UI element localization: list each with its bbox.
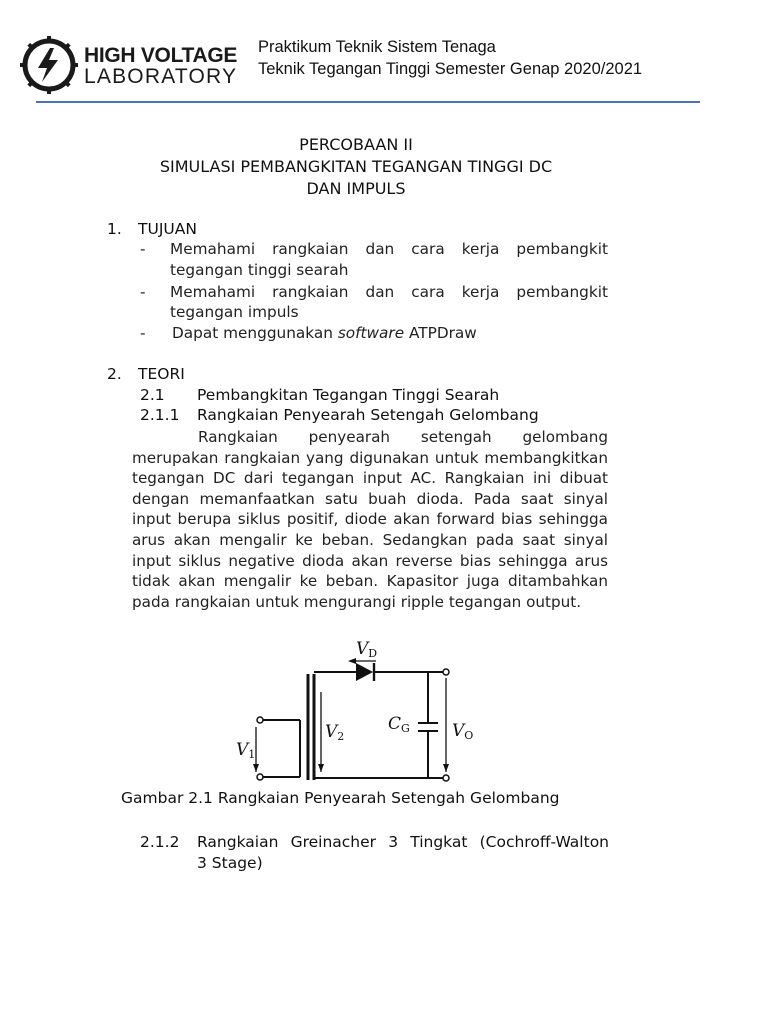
doc-title-line1: PERCOBAAN II bbox=[299, 135, 413, 154]
body-paragraph bbox=[132, 427, 608, 612]
header-course: Praktikum Teknik Sistem Tenaga bbox=[258, 38, 496, 56]
subsection-2-1-2-number: 2.1.2 bbox=[140, 833, 180, 851]
bullet-marker: - bbox=[140, 240, 146, 258]
bullet-marker: - bbox=[140, 324, 146, 342]
label-cg: CG bbox=[388, 714, 410, 735]
subsection-2-1-1-number: 2.1.1 bbox=[140, 406, 180, 424]
subsection-2-1-title: Pembangkitan Tegangan Tinggi Searah bbox=[197, 386, 500, 404]
diode-symbol bbox=[356, 663, 373, 681]
bullet-3-emphasis: software bbox=[337, 324, 405, 342]
lab-logo bbox=[20, 36, 250, 96]
doc-title-line2: SIMULASI PEMBANGKITAN TEGANGAN TINGGI DC bbox=[159, 157, 553, 176]
section2-number: 2. bbox=[107, 365, 122, 383]
doc-title-line3: DAN IMPULS bbox=[306, 179, 406, 198]
section2-heading: TEORI bbox=[138, 365, 185, 383]
bullet-2-line2: tegangan impuls bbox=[170, 303, 299, 321]
header-semester: Teknik Tegangan Tinggi Semester Genap 2020/2021 bbox=[258, 60, 643, 78]
bullet-marker: - bbox=[140, 283, 146, 301]
bullet-1-line2: tegangan tinggi searah bbox=[170, 261, 349, 279]
bullet-2-line1: Memahami rangkaian dan cara kerja pembangkit bbox=[170, 283, 608, 301]
logo-text-line1: HIGH VOLTAGE bbox=[84, 44, 238, 67]
section1-number: 1. bbox=[107, 220, 122, 238]
rectifier-circuit-diagram bbox=[228, 632, 478, 792]
subsection-2-1-2-title-line2: 3 Stage) bbox=[197, 854, 263, 872]
label-v1: V1 bbox=[236, 740, 256, 761]
bullet-3-post: ATPDraw bbox=[404, 324, 477, 342]
label-v2: V2 bbox=[325, 722, 345, 743]
subsection-2-1-2-title-line1: Rangkaian Greinacher 3 Tingkat (Cochroff-Walton bbox=[197, 833, 609, 851]
bullet-3-pre: Dapat menggunakan bbox=[172, 324, 338, 342]
bullet-1-line1: Memahami rangkaian dan cara kerja pembangkit bbox=[170, 240, 608, 258]
subsection-2-1-1-title: Rangkaian Penyearah Setengah Gelombang bbox=[197, 406, 539, 424]
header-divider bbox=[36, 101, 700, 103]
label-vo: VO bbox=[452, 721, 474, 742]
subsection-2-1-number: 2.1 bbox=[140, 386, 165, 404]
section1-heading: TUJUAN bbox=[138, 220, 197, 238]
figure-caption: Gambar 2.1 Rangkaian Penyearah Setengah Gelombang bbox=[121, 789, 560, 807]
logo-text-line2: LABORATORY bbox=[84, 65, 238, 88]
body-paragraph-text: Rangkaian penyearah setengah gelombang merupakan rangkaian yang digunakan untuk membangkitkan tegangan DC dari tegangan input AC. Rangkaian ini dibuat dengan memanfaatkan satu buah dioda. Pada saat sinyal input berupa siklus positif, diode akan forward bias sehingga arus akan mengalir ke beban. Sedangkan pada saat sinyal input siklus negative dioda akan reverse bias sehingga arus tidak akan mengalir ke beban. Kapasitor juga ditambahkan pada rangkaian untuk mengurangi ripple tegangan output. bbox=[132, 428, 608, 611]
lightning-bolt-icon bbox=[20, 36, 78, 94]
label-vd: VD bbox=[356, 639, 378, 660]
bullet-3 bbox=[172, 324, 477, 342]
